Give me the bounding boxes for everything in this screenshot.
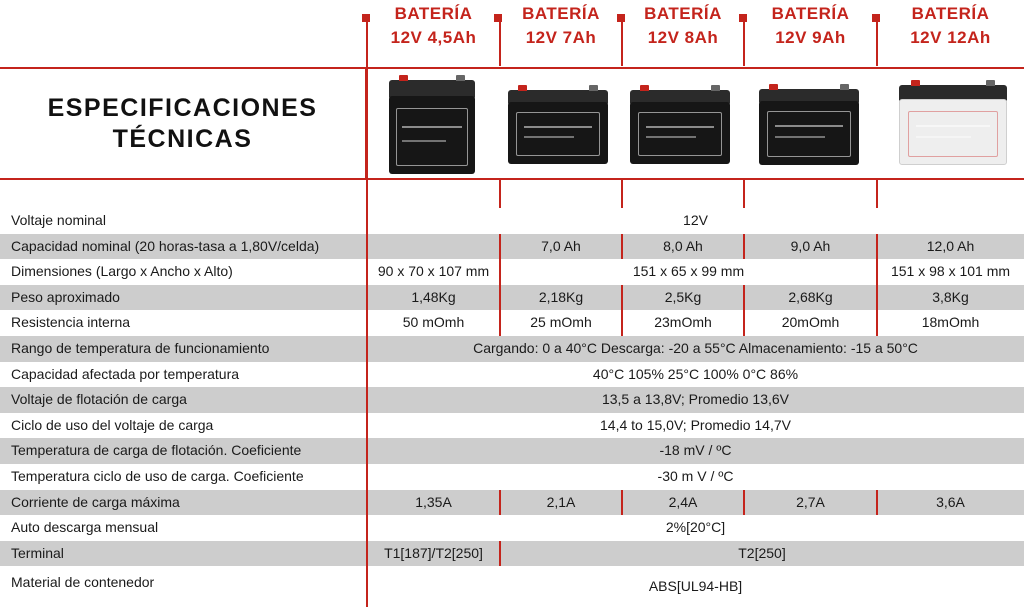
table-cell: 12,0 Ah (926, 237, 975, 254)
battery-header-line2: 12V 9Ah (775, 28, 846, 47)
row-label: Corriente de carga máxima (11, 493, 180, 510)
table-row (0, 490, 1024, 516)
table-cell: 1,35A (415, 493, 452, 510)
battery-image-7ah (508, 90, 608, 164)
battery-header-line1: BATERÍA (644, 4, 722, 23)
table-cell: ABS[UL94-HB] (648, 578, 743, 595)
battery-header-12ah (877, 0, 1024, 62)
battery-header-line1: BATERÍA (911, 4, 990, 23)
battery-image-4-5ah (389, 80, 475, 174)
table-cell: 2,18Kg (538, 288, 584, 305)
battery-image-8ah (630, 90, 730, 164)
table-row (0, 285, 1024, 311)
table-row (0, 541, 1024, 567)
table-cell (367, 234, 500, 260)
table-row (0, 438, 1024, 464)
column-divider (743, 18, 745, 66)
column-divider (876, 234, 878, 285)
title-line1: ESPECIFICACIONES (47, 93, 318, 122)
table-row (0, 464, 1024, 490)
column-divider (499, 541, 501, 567)
table-row (0, 387, 1024, 413)
table-cell: 3,6A (936, 493, 965, 510)
table-cell: 2,5Kg (664, 288, 702, 305)
table-cell: Cargando: 0 a 40°C Descarga: -20 a 55°C Almacenamiento: -15 a 50°C (473, 340, 918, 356)
table-cell: 18mOmh (921, 314, 980, 331)
table-cell: 8,0 Ah (663, 237, 703, 254)
battery-header-line1: BATERÍA (394, 4, 473, 23)
battery-header-4-5ah (367, 0, 500, 62)
column-divider (743, 234, 745, 260)
row-label: Dimensiones (Largo x Ancho x Alto) (11, 263, 233, 280)
column-divider (499, 180, 501, 208)
row-label: Peso aproximado (11, 288, 120, 305)
table-cell: 2,7A (796, 493, 825, 510)
column-divider (621, 490, 623, 516)
column-divider (366, 18, 368, 607)
column-divider (743, 285, 745, 336)
battery-image-9ah (759, 89, 859, 165)
battery-header-line2: 12V 12Ah (910, 28, 991, 47)
table-cell: 23mOmh (654, 314, 712, 331)
battery-header-line1: BATERÍA (771, 4, 850, 23)
row-label: Auto descarga mensual (11, 519, 159, 536)
table-cell: 40°C 105% 25°C 100% 0°C 86% (592, 365, 799, 382)
table-cell: 90 x 70 x 107 mm (377, 263, 490, 280)
table-row (0, 259, 1024, 285)
battery-image-12ah (899, 85, 1007, 165)
table-cell: 20mOmh (781, 314, 840, 331)
table-cell: -18 mV / ºC (659, 442, 732, 459)
table-row (0, 413, 1024, 439)
column-divider (499, 18, 501, 66)
column-divider (743, 490, 745, 516)
table-row (0, 515, 1024, 541)
column-divider (876, 490, 878, 516)
row-label: Temperatura de carga de flotación. Coeficiente (11, 442, 302, 459)
table-cell: 2,4A (668, 493, 698, 510)
table-row (0, 336, 1024, 362)
row-label: Voltaje nominal (11, 212, 106, 228)
column-divider (876, 180, 878, 208)
row-label: Material de contenedor (11, 574, 155, 591)
column-divider (499, 259, 501, 336)
column-divider (499, 490, 501, 516)
column-divider (876, 285, 878, 336)
row-label: Terminal (11, 544, 64, 561)
table-cell: 2%[20°C] (665, 519, 726, 536)
column-divider (876, 18, 878, 66)
table-cell: 13,5 a 13,8V; Promedio 13,6V (601, 391, 790, 408)
row-label: Capacidad nominal (20 horas-tasa a 1,80V/celda) (11, 237, 320, 254)
table-cell: 151 x 98 x 101 mm (890, 263, 1011, 280)
column-divider (743, 180, 745, 208)
row-label: Voltaje de flotación de carga (11, 391, 187, 408)
column-divider (621, 18, 623, 66)
title-line2: TÉCNICAS (112, 124, 253, 153)
table-row (0, 566, 1024, 607)
battery-header-line2: 12V 8Ah (647, 28, 719, 47)
table-row (0, 208, 1024, 234)
table-cell: 9,0 Ah (790, 237, 831, 254)
table-cell: 14,4 to 15,0V; Promedio 14,7V (600, 416, 791, 433)
table-cell: 12V (683, 212, 708, 228)
table-cell: 1,48Kg (411, 288, 456, 305)
table-cell: T1[187]/T2[250] (384, 544, 483, 561)
table-cell: T2[250] (738, 544, 786, 561)
table-cell: 25 mOmh (530, 314, 592, 331)
column-divider (499, 234, 501, 260)
table-row (0, 362, 1024, 388)
specifications-title (0, 67, 367, 180)
table-row (0, 310, 1024, 336)
table-cell: 2,68Kg (788, 288, 833, 305)
battery-header-line1: BATERÍA (522, 4, 600, 23)
row-label: Rango de temperatura de funcionamiento (11, 340, 270, 356)
battery-header-line2: 12V 4,5Ah (390, 28, 477, 47)
table-cell: 50 mOmh (402, 314, 465, 331)
table-cell: 2,1A (546, 493, 576, 510)
column-divider (621, 234, 623, 260)
row-label: Temperatura ciclo de uso de carga. Coeficiente (11, 468, 304, 484)
table-cell: -30 m V / ºC (657, 468, 734, 484)
column-divider (621, 285, 623, 336)
column-divider (621, 180, 623, 208)
table-row (0, 234, 1024, 260)
battery-header-line2: 12V 7Ah (525, 28, 597, 47)
battery-header-8ah (622, 0, 744, 62)
row-label: Ciclo de uso del voltaje de carga (11, 416, 214, 433)
row-label: Capacidad afectada por temperatura (11, 365, 240, 382)
row-label: Resistencia interna (11, 314, 131, 331)
table-cell: 7,0 Ah (541, 237, 581, 254)
battery-header-9ah (744, 0, 877, 62)
table-cell: 3,8Kg (932, 288, 969, 305)
battery-header-7ah (500, 0, 622, 62)
table-cell: 151 x 65 x 99 mm (632, 263, 745, 280)
